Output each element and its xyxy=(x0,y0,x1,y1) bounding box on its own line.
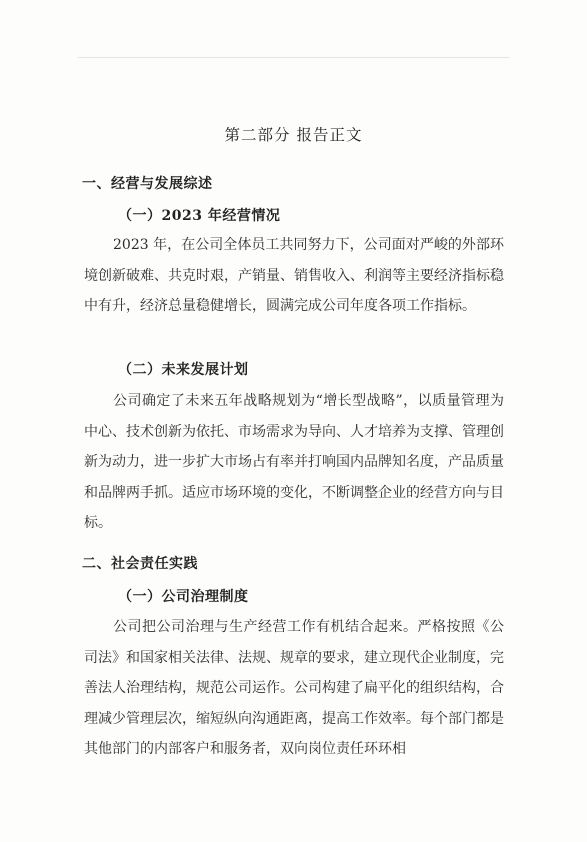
header-divider xyxy=(78,57,510,58)
subsection-heading-operations-2023: （一）2023 年经营情况 xyxy=(118,208,281,224)
paragraph-future-plan: 公司确定了未来五年战略规划为“增长型战略”，以质量管理为中心、技术创新为依托、市场需求为导向、人才培养为支撑、管理创新为动力，进一步扩大市场占有率并打响国内品牌知名度，产品质量和品牌两手抓。适应市场环境的变化，不断调整企业的经营方向与目标。 xyxy=(84,393,504,531)
section-heading-social-responsibility: 二、社会责任实践 xyxy=(82,556,198,572)
paragraph-operations-2023: 2023 年，在公司全体员工共同努力下，公司面对严峻的外部环境创新破难、共克时艰，产销量、销售收入、利润等主要经济指标稳中有升，经济总量稳健增长，圆满完成公司年度各项工作指标。 xyxy=(84,237,504,314)
subsection-heading-future-plan: （二）未来发展计划 xyxy=(118,362,249,378)
page-title: 第二部分 报告正文 xyxy=(224,126,363,144)
subsection-heading-governance: （一）公司治理制度 xyxy=(118,589,249,605)
paragraph-governance: 公司把公司治理与生产经营工作有机结合起来。严格按照《公司法》和国家相关法律、法规、规章的要求，建立现代企业制度，完善法人治理结构，规范公司运作。公司构建了扁平化的组织结构，合理减少管理层次，缩短纵向沟通距离，提高工作效率。每个部门都是其他部门的内部客户和服务者，双向岗位责任环环相 xyxy=(84,619,504,757)
section-heading-overview: 一、经营与发展综述 xyxy=(82,176,213,192)
